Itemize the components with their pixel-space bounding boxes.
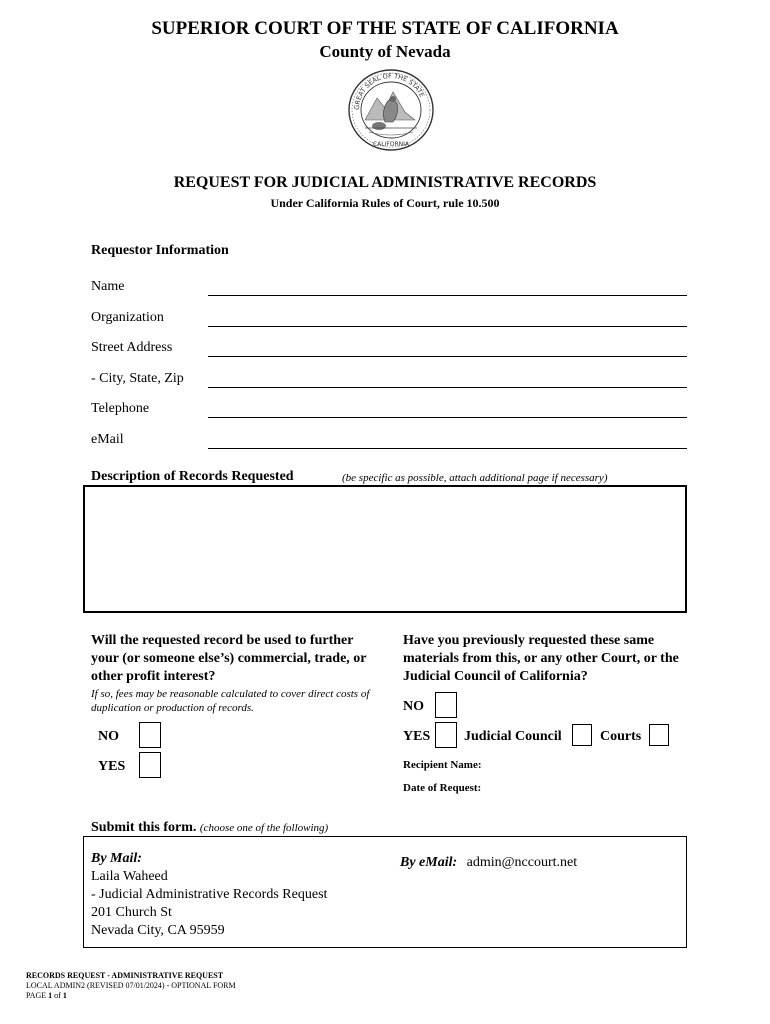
form-title: REQUEST FOR JUDICIAL ADMINISTRATIVE RECORDS — [173, 174, 597, 191]
footer — [26, 971, 236, 1001]
court-name: SUPERIOR COURT OF THE STATE OF CALIFORNIA — [151, 18, 619, 39]
california-seal-icon — [347, 68, 435, 152]
organization-field[interactable] — [208, 326, 687, 327]
by-mail-label: By Mail: — [91, 851, 142, 866]
name-field[interactable] — [208, 295, 687, 296]
profit-yes-label: YES — [98, 759, 126, 774]
courts-checkbox[interactable] — [649, 724, 669, 746]
street-address-label: Street Address — [91, 340, 173, 355]
recipient-name-label: Recipient Name: — [403, 759, 482, 771]
email-field[interactable] — [208, 448, 687, 449]
description-heading: Description of Records Requested — [91, 469, 294, 484]
svg-text:GREAT SEAL OF THE STATE: GREAT SEAL OF THE STATE — [352, 71, 426, 111]
description-textarea[interactable] — [83, 485, 687, 613]
mail-city: Nevada City, CA 95959 — [91, 923, 225, 938]
mail-address — [91, 868, 327, 940]
previous-yes-label: YES — [403, 729, 431, 744]
city-state-zip-field[interactable] — [208, 387, 687, 388]
previous-no-checkbox[interactable] — [435, 692, 457, 718]
mail-street: 201 Church St — [91, 905, 172, 920]
description-hint: (be specific as possible, attach additional page if necessary) — [342, 472, 608, 484]
telephone-label: Telephone — [91, 401, 150, 416]
submit-hint: (choose one of the following) — [199, 822, 329, 834]
footer-page-number: PAGE 1 of 1 — [26, 991, 67, 1000]
mail-recipient: Laila Waheed — [91, 869, 168, 884]
county-name: County of Nevada — [319, 42, 451, 61]
date-of-request-label: Date of Request: — [403, 782, 482, 794]
submit-heading: Submit this form. — [91, 820, 197, 835]
name-label: Name — [91, 279, 125, 294]
email-label: eMail — [91, 432, 124, 447]
previous-request-question: Have you previously requested these same materials from this, or any other Court, or the Judicial Council of California? — [403, 633, 679, 684]
judicial-council-checkbox[interactable] — [572, 724, 592, 746]
by-email-label: By eMail: — [400, 855, 458, 870]
profit-yes-checkbox[interactable] — [139, 752, 161, 778]
requestor-heading: Requestor Information — [91, 243, 229, 258]
courts-label: Courts — [600, 729, 642, 744]
profit-no-checkbox[interactable] — [139, 722, 161, 748]
svg-text:CALIFORNIA: CALIFORNIA — [372, 141, 410, 148]
telephone-field[interactable] — [208, 417, 687, 418]
footer-form-id: LOCAL ADMIN2 (REVISED 07/01/2024) - OPTIONAL FORM — [26, 981, 236, 990]
profit-question: Will the requested record be used to further your (or someone else’s) commercial, trade, or other profit interest? — [91, 633, 367, 684]
street-address-field[interactable] — [208, 356, 687, 357]
form-subtitle: Under California Rules of Court, rule 10.500 — [270, 196, 500, 210]
judicial-council-label: Judicial Council — [464, 729, 562, 744]
profit-no-label: NO — [98, 729, 119, 744]
email-address-link[interactable]: admin@nccourt.net — [466, 855, 578, 870]
city-state-zip-label: - City, State, Zip — [91, 371, 184, 386]
footer-form-name: RECORDS REQUEST - ADMINISTRATIVE REQUEST — [26, 971, 224, 980]
previous-no-label: NO — [403, 699, 424, 714]
profit-fee-note: If so, fees may be reasonable calculated to cover direct costs of duplication or production of records. — [91, 688, 370, 714]
email-submit-row — [400, 855, 577, 871]
mail-department: - Judicial Administrative Records Request — [91, 887, 328, 902]
previous-yes-checkbox[interactable] — [435, 722, 457, 748]
organization-label: Organization — [91, 310, 164, 325]
submit-heading-row — [91, 820, 328, 836]
